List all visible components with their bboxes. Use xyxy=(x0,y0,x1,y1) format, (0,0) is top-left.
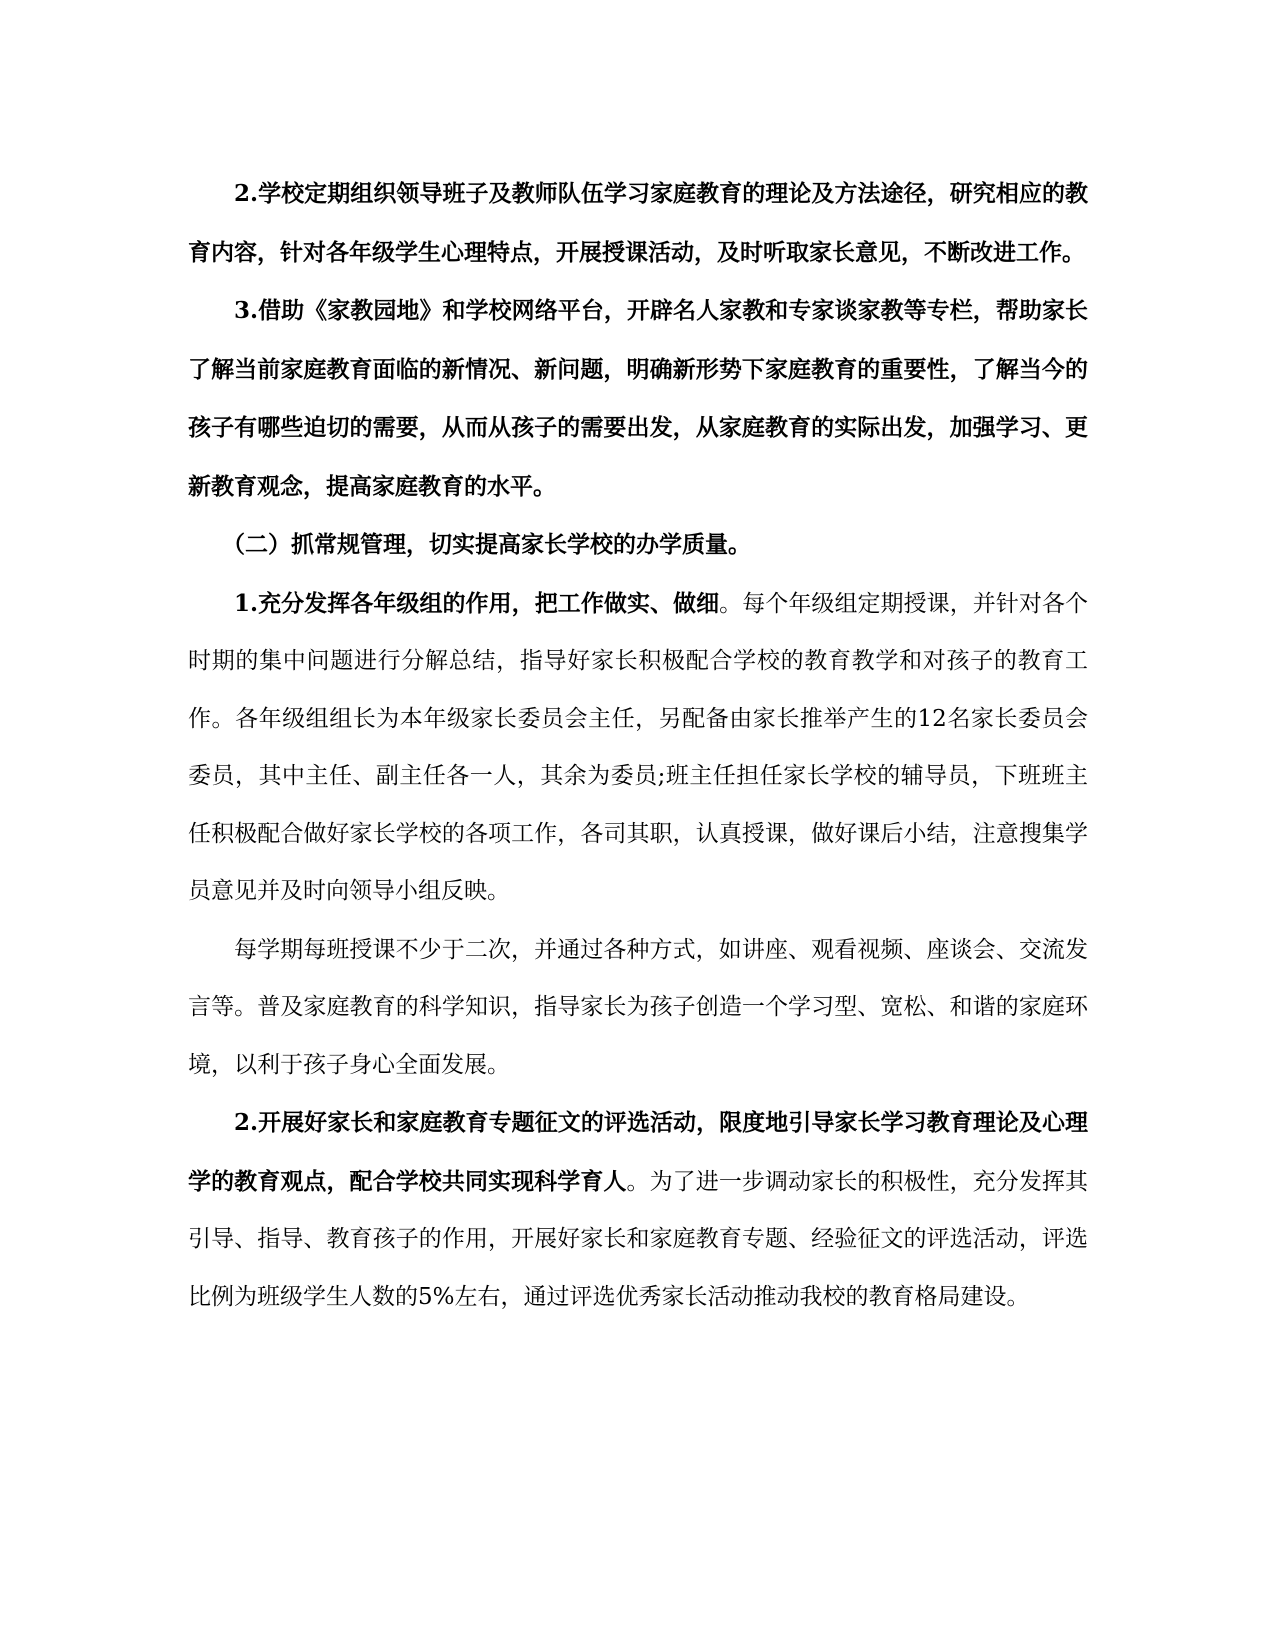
paragraph-essay-contest xyxy=(188,1094,1088,1326)
section-heading xyxy=(188,516,1088,575)
paragraph-text: 。每个年级组定期授课，并针对各个时期的集中问题进行分解总结，指导好家长积极配合学校的教育教学和对孩子的教育工作。各年级组组长为本年级家长委员会主任，另配备由家长推举产生的12名家长委员会委员，其中主任、副主任各一人，其余为委员;班主任担任家长学校的辅导员，下班班主任积极配合做好家长学校的各项工作，各司其职，认真授课，做好课后小结，注意搜集学员意见并及时向领导小组反映。 xyxy=(188,590,1088,904)
paragraph-bold-text: 3.借助《家教园地》和学校网络平台，开辟名人家教和专家谈家教等专栏，帮助家长了解当前家庭教育面临的新情况、新问题，明确新形势下家庭教育的重要性，了解当今的孩子有哪些迫切的需要，从而从孩子的需要出发，从家庭教育的实际出发，加强学习、更新教育观念，提高家庭教育的水平。 xyxy=(188,297,1088,500)
paragraph-item-3 xyxy=(188,282,1088,516)
paragraph-text: 。为了进一步调动家长的积极性，充分发挥其引导、指导、教育孩子的作用，开展好家长和家庭教育专题、经验征文的评选活动，评选比例为班级学生人数的5%左右，通过评选优秀家长活动推动我校的教育格局建设。 xyxy=(188,1168,1089,1310)
paragraph-bold-text: 2.开展好家长和家庭教育专题征文的评选活动，限度地引导家长学习教育理论及心理学的教育观点，配合学校共同实现科学育人 xyxy=(188,1109,1088,1195)
paragraph-bold-text: 1.充分发挥各年级组的作用，把工作做实、做细 xyxy=(234,589,720,617)
paragraph-bold-text: 2.学校定期组织领导班子及教师队伍学习家庭教育的理论及方法途径，研究相应的教育内容，针对各年级学生心理特点，开展授课活动，及时听取家长意见，不断改进工作。 xyxy=(188,180,1088,266)
paragraph-item-2 xyxy=(188,165,1088,282)
paragraph-class-lectures xyxy=(188,921,1088,1095)
document-body xyxy=(188,165,1088,1326)
section-heading-text: （二）抓常规管理，切实提高家长学校的办学质量。 xyxy=(222,531,751,558)
paragraph-text: 每学期每班授课不少于二次，并通过各种方式，如讲座、观看视频、座谈会、交流发言等。普及家庭教育的科学知识，指导家长为孩子创造一个学习型、宽松、和谐的家庭环境，以利于孩子身心全面发展。 xyxy=(188,936,1088,1078)
paragraph-grade-groups xyxy=(188,575,1088,921)
